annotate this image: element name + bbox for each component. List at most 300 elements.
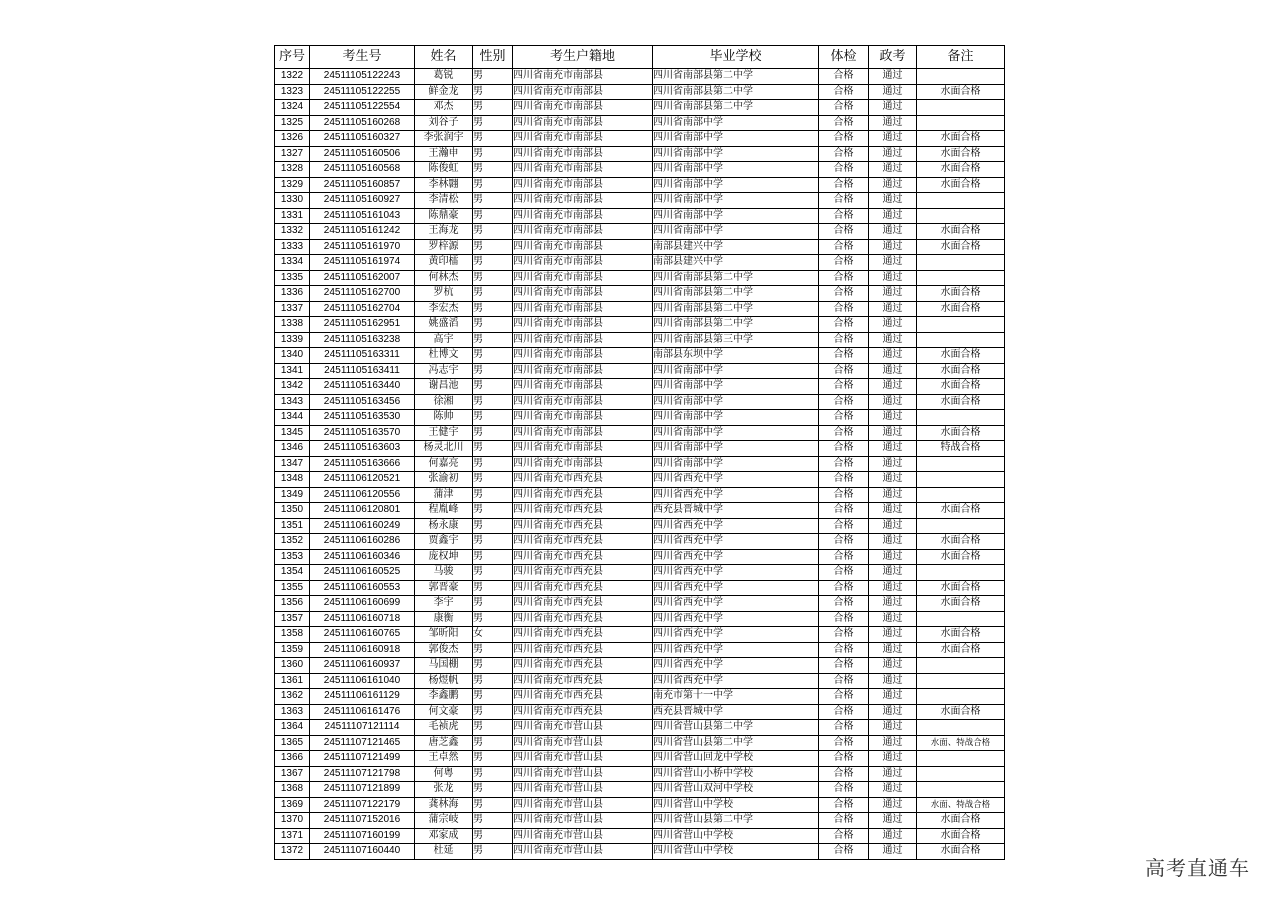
table-row: [275, 689, 1005, 705]
cell-health-check: 合格: [819, 115, 869, 131]
cell-origin: 四川省南充市营山县: [513, 720, 653, 736]
header-health-check: 体检: [819, 46, 869, 69]
table-row: [275, 348, 1005, 364]
cell-remark: 水面合格: [917, 286, 1005, 302]
table-row: [275, 596, 1005, 612]
cell-school: 四川省南部中学: [653, 177, 819, 193]
cell-health-check: 合格: [819, 782, 869, 798]
cell-seq: 1351: [275, 518, 310, 534]
cell-origin: 四川省南充市西充县: [513, 611, 653, 627]
cell-name: 王海龙: [415, 224, 473, 240]
cell-exam-id: 24511107121499: [310, 751, 415, 767]
cell-origin: 四川省南充市南部县: [513, 363, 653, 379]
cell-health-check: 合格: [819, 689, 869, 705]
cell-name: 杨永康: [415, 518, 473, 534]
cell-exam-id: 24511105162704: [310, 301, 415, 317]
cell-origin: 四川省南充市南部县: [513, 208, 653, 224]
cell-school: 四川省南部中学: [653, 441, 819, 457]
cell-political-check: 通过: [869, 627, 917, 643]
cell-name: 李林翾: [415, 177, 473, 193]
cell-seq: 1334: [275, 255, 310, 271]
cell-school: 四川省南部中学: [653, 456, 819, 472]
cell-political-check: 通过: [869, 410, 917, 426]
cell-exam-id: 24511105163530: [310, 410, 415, 426]
cell-name: 毛祯虎: [415, 720, 473, 736]
cell-remark: [917, 456, 1005, 472]
cell-political-check: 通过: [869, 642, 917, 658]
cell-seq: 1371: [275, 828, 310, 844]
cell-origin: 四川省南充市营山县: [513, 782, 653, 798]
cell-political-check: 通过: [869, 239, 917, 255]
cell-political-check: 通过: [869, 270, 917, 286]
cell-political-check: 通过: [869, 363, 917, 379]
cell-school: 四川省南部县第二中学: [653, 100, 819, 116]
header-school: 毕业学校: [653, 46, 819, 69]
cell-exam-id: 24511105160327: [310, 131, 415, 147]
cell-origin: 四川省南充市南部县: [513, 69, 653, 85]
cell-seq: 1344: [275, 410, 310, 426]
cell-name: 张渝初: [415, 472, 473, 488]
cell-name: 谢昌池: [415, 379, 473, 395]
cell-exam-id: 24511107121899: [310, 782, 415, 798]
table-row: [275, 704, 1005, 720]
table-row: [275, 177, 1005, 193]
cell-political-check: 通过: [869, 720, 917, 736]
cell-school: 四川省南部县第二中学: [653, 69, 819, 85]
cell-seq: 1329: [275, 177, 310, 193]
cell-health-check: 合格: [819, 131, 869, 147]
cell-exam-id: 24511106161129: [310, 689, 415, 705]
cell-health-check: 合格: [819, 828, 869, 844]
cell-school: 四川省营山中学校: [653, 797, 819, 813]
cell-seq: 1338: [275, 317, 310, 333]
cell-origin: 四川省南充市西充县: [513, 534, 653, 550]
cell-political-check: 通过: [869, 162, 917, 178]
cell-name: 罗杭: [415, 286, 473, 302]
table-row: [275, 69, 1005, 85]
cell-school: 四川省西充中学: [653, 472, 819, 488]
cell-origin: 四川省南充市南部县: [513, 410, 653, 426]
cell-school: 四川省西充中学: [653, 611, 819, 627]
cell-school: 四川省西充中学: [653, 565, 819, 581]
cell-gender: 男: [473, 689, 513, 705]
cell-school: 四川省南部中学: [653, 208, 819, 224]
cell-exam-id: 24511107160440: [310, 844, 415, 860]
cell-name: 何粤: [415, 766, 473, 782]
cell-political-check: 通过: [869, 735, 917, 751]
cell-origin: 四川省南充市西充县: [513, 565, 653, 581]
cell-name: 王卓然: [415, 751, 473, 767]
cell-seq: 1350: [275, 503, 310, 519]
header-remark: 备注: [917, 46, 1005, 69]
cell-remark: [917, 766, 1005, 782]
cell-gender: 男: [473, 239, 513, 255]
cell-remark: [917, 69, 1005, 85]
cell-political-check: 通过: [869, 503, 917, 519]
cell-school: 四川省西充中学: [653, 518, 819, 534]
cell-school: 四川省南部县第二中学: [653, 84, 819, 100]
cell-name: 王健宇: [415, 425, 473, 441]
cell-gender: 男: [473, 673, 513, 689]
table-row: [275, 363, 1005, 379]
cell-origin: 四川省南充市西充县: [513, 596, 653, 612]
cell-exam-id: 24511106120556: [310, 487, 415, 503]
cell-exam-id: 24511105163311: [310, 348, 415, 364]
cell-exam-id: 24511106160346: [310, 549, 415, 565]
table-row: [275, 673, 1005, 689]
cell-origin: 四川省南充市西充县: [513, 549, 653, 565]
cell-school: 四川省南部中学: [653, 146, 819, 162]
cell-exam-id: 24511105163666: [310, 456, 415, 472]
cell-remark: [917, 317, 1005, 333]
cell-seq: 1330: [275, 193, 310, 209]
table-row: [275, 162, 1005, 178]
cell-origin: 四川省南充市南部县: [513, 332, 653, 348]
cell-origin: 四川省南充市南部县: [513, 193, 653, 209]
cell-health-check: 合格: [819, 379, 869, 395]
cell-name: 高宇: [415, 332, 473, 348]
cell-name: 杨煜帆: [415, 673, 473, 689]
cell-health-check: 合格: [819, 317, 869, 333]
cell-gender: 女: [473, 627, 513, 643]
cell-school: 四川省南部中学: [653, 410, 819, 426]
cell-name: 杜延: [415, 844, 473, 860]
cell-gender: 男: [473, 348, 513, 364]
cell-exam-id: 24511106160525: [310, 565, 415, 581]
header-name: 姓名: [415, 46, 473, 69]
cell-origin: 四川省南充市南部县: [513, 286, 653, 302]
cell-seq: 1358: [275, 627, 310, 643]
table-row: [275, 828, 1005, 844]
header-political-check: 政考: [869, 46, 917, 69]
cell-origin: 四川省南充市南部县: [513, 348, 653, 364]
cell-origin: 四川省南充市南部县: [513, 441, 653, 457]
cell-name: 康衡: [415, 611, 473, 627]
cell-political-check: 通过: [869, 828, 917, 844]
table-row: [275, 286, 1005, 302]
cell-school: 四川省营山双河中学校: [653, 782, 819, 798]
cell-origin: 四川省南充市西充县: [513, 704, 653, 720]
cell-political-check: 通过: [869, 611, 917, 627]
table-row: [275, 255, 1005, 271]
cell-origin: 四川省南充市西充县: [513, 503, 653, 519]
cell-exam-id: 24511106160286: [310, 534, 415, 550]
cell-school: 四川省西充中学: [653, 549, 819, 565]
cell-gender: 男: [473, 828, 513, 844]
cell-seq: 1348: [275, 472, 310, 488]
cell-exam-id: 24511106160553: [310, 580, 415, 596]
cell-exam-id: 24511106120801: [310, 503, 415, 519]
cell-political-check: 通过: [869, 131, 917, 147]
cell-exam-id: 24511105160506: [310, 146, 415, 162]
cell-health-check: 合格: [819, 255, 869, 271]
cell-political-check: 通过: [869, 317, 917, 333]
cell-remark: 水面合格: [917, 704, 1005, 720]
cell-exam-id: 24511105122243: [310, 69, 415, 85]
cell-seq: 1370: [275, 813, 310, 829]
cell-political-check: 通过: [869, 844, 917, 860]
cell-health-check: 合格: [819, 363, 869, 379]
cell-health-check: 合格: [819, 596, 869, 612]
cell-health-check: 合格: [819, 549, 869, 565]
cell-health-check: 合格: [819, 518, 869, 534]
cell-gender: 男: [473, 394, 513, 410]
cell-exam-id: 24511105161970: [310, 239, 415, 255]
cell-exam-id: 24511105122255: [310, 84, 415, 100]
cell-gender: 男: [473, 472, 513, 488]
cell-name: 李鑫鹏: [415, 689, 473, 705]
cell-political-check: 通过: [869, 580, 917, 596]
cell-name: 张龙: [415, 782, 473, 798]
header-gender: 性别: [473, 46, 513, 69]
cell-seq: 1354: [275, 565, 310, 581]
cell-name: 鲜金龙: [415, 84, 473, 100]
cell-name: 黄印檑: [415, 255, 473, 271]
cell-exam-id: 24511105163440: [310, 379, 415, 395]
cell-health-check: 合格: [819, 208, 869, 224]
cell-remark: [917, 673, 1005, 689]
cell-political-check: 通过: [869, 84, 917, 100]
cell-name: 刘谷子: [415, 115, 473, 131]
cell-remark: 水面合格: [917, 580, 1005, 596]
table-row: [275, 813, 1005, 829]
cell-exam-id: 24511107122179: [310, 797, 415, 813]
cell-political-check: 通过: [869, 348, 917, 364]
table-row: [275, 580, 1005, 596]
cell-origin: 四川省南充市南部县: [513, 425, 653, 441]
cell-exam-id: 24511106120521: [310, 472, 415, 488]
cell-gender: 男: [473, 100, 513, 116]
cell-political-check: 通过: [869, 394, 917, 410]
cell-health-check: 合格: [819, 394, 869, 410]
cell-gender: 男: [473, 363, 513, 379]
cell-origin: 四川省南充市西充县: [513, 673, 653, 689]
cell-remark: 水面合格: [917, 239, 1005, 255]
cell-exam-id: 24511106161040: [310, 673, 415, 689]
cell-seq: 1367: [275, 766, 310, 782]
cell-health-check: 合格: [819, 146, 869, 162]
cell-school: 四川省南部中学: [653, 363, 819, 379]
cell-remark: [917, 410, 1005, 426]
cell-seq: 1353: [275, 549, 310, 565]
cell-political-check: 通过: [869, 565, 917, 581]
cell-gender: 男: [473, 534, 513, 550]
cell-seq: 1355: [275, 580, 310, 596]
table-row: [275, 394, 1005, 410]
cell-gender: 男: [473, 301, 513, 317]
cell-political-check: 通过: [869, 766, 917, 782]
cell-origin: 四川省南充市西充县: [513, 658, 653, 674]
cell-school: 四川省营山县第二中学: [653, 720, 819, 736]
cell-school: 四川省营山中学校: [653, 828, 819, 844]
table-row: [275, 766, 1005, 782]
cell-health-check: 合格: [819, 766, 869, 782]
cell-remark: 水面合格: [917, 162, 1005, 178]
cell-name: 杜博文: [415, 348, 473, 364]
cell-seq: 1335: [275, 270, 310, 286]
cell-name: 程胤峰: [415, 503, 473, 519]
table-header-row: [275, 46, 1005, 69]
cell-school: 南部县建兴中学: [653, 255, 819, 271]
cell-remark: 水面合格: [917, 642, 1005, 658]
cell-remark: 水面合格: [917, 549, 1005, 565]
table-row: [275, 735, 1005, 751]
cell-remark: 水面合格: [917, 813, 1005, 829]
cell-origin: 四川省南充市南部县: [513, 224, 653, 240]
table-row: [275, 100, 1005, 116]
cell-remark: [917, 255, 1005, 271]
table-row: [275, 410, 1005, 426]
cell-health-check: 合格: [819, 534, 869, 550]
cell-gender: 男: [473, 317, 513, 333]
cell-origin: 四川省南充市营山县: [513, 735, 653, 751]
cell-seq: 1323: [275, 84, 310, 100]
table-row: [275, 565, 1005, 581]
cell-gender: 男: [473, 503, 513, 519]
cell-origin: 四川省南充市南部县: [513, 239, 653, 255]
table-row: [275, 503, 1005, 519]
cell-origin: 四川省南充市南部县: [513, 317, 653, 333]
cell-seq: 1346: [275, 441, 310, 457]
cell-health-check: 合格: [819, 503, 869, 519]
table-row: [275, 208, 1005, 224]
cell-remark: 水面合格: [917, 177, 1005, 193]
cell-gender: 男: [473, 580, 513, 596]
cell-health-check: 合格: [819, 735, 869, 751]
cell-health-check: 合格: [819, 642, 869, 658]
table-row: [275, 782, 1005, 798]
cell-gender: 男: [473, 735, 513, 751]
cell-seq: 1362: [275, 689, 310, 705]
cell-political-check: 通过: [869, 456, 917, 472]
cell-gender: 男: [473, 379, 513, 395]
cell-seq: 1368: [275, 782, 310, 798]
cell-seq: 1369: [275, 797, 310, 813]
cell-origin: 四川省南充市营山县: [513, 797, 653, 813]
table-row: [275, 720, 1005, 736]
cell-remark: [917, 565, 1005, 581]
cell-political-check: 通过: [869, 69, 917, 85]
cell-political-check: 通过: [869, 487, 917, 503]
cell-school: 四川省南部中学: [653, 162, 819, 178]
cell-gender: 男: [473, 596, 513, 612]
cell-political-check: 通过: [869, 193, 917, 209]
cell-remark: 水面合格: [917, 503, 1005, 519]
cell-seq: 1332: [275, 224, 310, 240]
cell-remark: 水面合格: [917, 596, 1005, 612]
cell-seq: 1363: [275, 704, 310, 720]
cell-school: 四川省西充中学: [653, 596, 819, 612]
cell-exam-id: 24511105163603: [310, 441, 415, 457]
cell-name: 何林杰: [415, 270, 473, 286]
cell-health-check: 合格: [819, 177, 869, 193]
cell-political-check: 通过: [869, 813, 917, 829]
cell-political-check: 通过: [869, 208, 917, 224]
cell-origin: 四川省南充市南部县: [513, 131, 653, 147]
cell-school: 西充县晋城中学: [653, 704, 819, 720]
cell-health-check: 合格: [819, 751, 869, 767]
cell-political-check: 通过: [869, 751, 917, 767]
table-row: [275, 193, 1005, 209]
cell-origin: 四川省南充市西充县: [513, 627, 653, 643]
cell-name: 陈鼎豪: [415, 208, 473, 224]
cell-health-check: 合格: [819, 580, 869, 596]
table-row: [275, 84, 1005, 100]
cell-school: 四川省西充中学: [653, 642, 819, 658]
cell-seq: 1349: [275, 487, 310, 503]
cell-political-check: 通过: [869, 673, 917, 689]
cell-health-check: 合格: [819, 441, 869, 457]
cell-seq: 1326: [275, 131, 310, 147]
cell-gender: 男: [473, 193, 513, 209]
cell-political-check: 通过: [869, 782, 917, 798]
cell-political-check: 通过: [869, 658, 917, 674]
cell-remark: 水面合格: [917, 425, 1005, 441]
cell-school: 四川省营山中学校: [653, 844, 819, 860]
cell-gender: 男: [473, 658, 513, 674]
cell-exam-id: 24511105160927: [310, 193, 415, 209]
cell-name: 李宇: [415, 596, 473, 612]
cell-seq: 1322: [275, 69, 310, 85]
cell-health-check: 合格: [819, 425, 869, 441]
cell-seq: 1372: [275, 844, 310, 860]
table-row: [275, 534, 1005, 550]
table-row: [275, 224, 1005, 240]
cell-seq: 1337: [275, 301, 310, 317]
cell-remark: 特战合格: [917, 441, 1005, 457]
cell-school: 四川省西充中学: [653, 627, 819, 643]
cell-origin: 四川省南充市营山县: [513, 751, 653, 767]
cell-political-check: 通过: [869, 286, 917, 302]
cell-health-check: 合格: [819, 239, 869, 255]
cell-exam-id: 24511106160699: [310, 596, 415, 612]
cell-school: 南充市第十一中学: [653, 689, 819, 705]
table-row: [275, 549, 1005, 565]
cell-health-check: 合格: [819, 720, 869, 736]
cell-exam-id: 24511107160199: [310, 828, 415, 844]
cell-exam-id: 24511105163456: [310, 394, 415, 410]
cell-gender: 男: [473, 270, 513, 286]
cell-political-check: 通过: [869, 146, 917, 162]
header-exam-id: 考生号: [310, 46, 415, 69]
cell-school: 四川省南部县第二中学: [653, 286, 819, 302]
cell-name: 蒲津: [415, 487, 473, 503]
cell-remark: 水面合格: [917, 84, 1005, 100]
cell-exam-id: 24511105162700: [310, 286, 415, 302]
watermark-logo: 高考直通车: [1145, 856, 1250, 880]
cell-exam-id: 24511107121114: [310, 720, 415, 736]
cell-remark: [917, 751, 1005, 767]
cell-origin: 四川省南充市营山县: [513, 844, 653, 860]
cell-political-check: 通过: [869, 518, 917, 534]
cell-remark: [917, 611, 1005, 627]
cell-seq: 1356: [275, 596, 310, 612]
cell-gender: 男: [473, 751, 513, 767]
cell-gender: 男: [473, 782, 513, 798]
cell-name: 罗梓源: [415, 239, 473, 255]
cell-name: 何文豪: [415, 704, 473, 720]
cell-origin: 四川省南充市西充县: [513, 642, 653, 658]
cell-origin: 四川省南充市西充县: [513, 487, 653, 503]
header-seq: 序号: [275, 46, 310, 69]
cell-name: 何嘉亮: [415, 456, 473, 472]
cell-name: 蒲宗岐: [415, 813, 473, 829]
cell-health-check: 合格: [819, 332, 869, 348]
cell-remark: 水面合格: [917, 844, 1005, 860]
cell-gender: 男: [473, 162, 513, 178]
cell-gender: 男: [473, 611, 513, 627]
table-row: [275, 146, 1005, 162]
